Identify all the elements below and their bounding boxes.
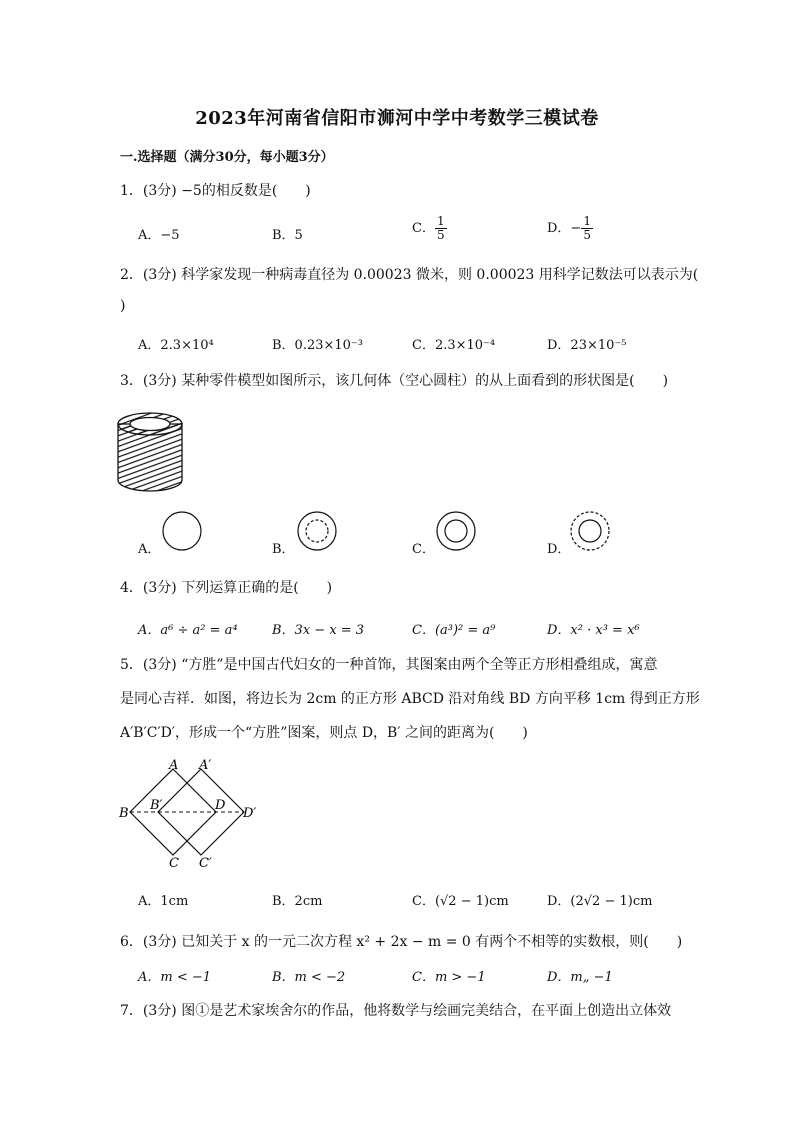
q3-option-c: C． xyxy=(412,542,435,557)
q6-option-c: C．m > −1 xyxy=(412,970,486,985)
q3-option-b-solid-outer-dashed-inner xyxy=(295,509,339,553)
label-c: C xyxy=(169,856,179,871)
q2-option-a: A．2.3×10⁴ xyxy=(138,338,214,353)
label-d: D xyxy=(215,798,226,813)
question-2-stem-cont: ) xyxy=(120,298,126,314)
q4-option-b: B．3x − x = 3 xyxy=(272,623,365,638)
question-2-stem: 2．(3分) 科学家发现一种病毒直径为 0.00023 微米，则 0.00023 用科学记数法可以表示为( xyxy=(120,267,699,283)
q6-option-b: B．m < −2 xyxy=(272,970,346,985)
label-a-prime: A′ xyxy=(199,758,212,773)
question-7-stem: 7．(3分) 图①是艺术家埃舍尔的作品，他将数学与绘画完美结合，在平面上创造出立体效 xyxy=(120,1003,672,1019)
page-title: 2023年河南省信阳市浉河中学中考数学三模试卷 xyxy=(195,108,599,129)
q3-option-b: B． xyxy=(272,542,295,557)
label-b-prime: B′ xyxy=(150,798,163,813)
question-6-stem: 6．(3分) 已知关于 x 的一元二次方程 x² + 2x − m = 0 有两个不相等的实数根，则( ) xyxy=(120,934,683,950)
q5-option-d: D．(2√2 − 1)cm xyxy=(547,894,653,909)
q3-option-d: D． xyxy=(547,542,571,557)
label-c-prime: C′ xyxy=(199,856,212,871)
q6-option-d: D．m„ −1 xyxy=(547,970,613,985)
fraction: $\frac{1}{5}$ xyxy=(583,214,591,242)
question-5-stem-cont2: A′B′C′D′，形成一个“方胜”图案，则点 D，B′ 之间的距离为( ) xyxy=(120,725,528,741)
q2-option-c: C．2.3×10⁻⁴ xyxy=(412,338,496,353)
q4-option-d: D．x² · x³ = x⁶ xyxy=(547,623,640,638)
q1-option-d: D．− $\frac{1}{5}$ xyxy=(547,214,591,242)
q3-option-a: A． xyxy=(138,542,161,557)
question-4-stem: 4．(3分) 下列运算正确的是( ) xyxy=(120,580,333,596)
q1-option-b: B．5 xyxy=(272,228,303,243)
question-5-stem: 5．(3分) “方胜”是中国古代妇女的一种首饰，其图案由两个全等正方形相叠组成，寓意 xyxy=(120,657,658,673)
q5-option-a: A．1cm xyxy=(138,894,189,909)
label-d-prime: D′ xyxy=(243,806,257,821)
q5-option-c: C．(√2 − 1)cm xyxy=(412,894,509,909)
hollow-cylinder-figure xyxy=(112,404,188,498)
section-heading: 一.选择题（满分30分，每小题3分） xyxy=(120,150,334,165)
question-1-stem: 1．(3分) −5的相反数是( ) xyxy=(120,183,311,199)
label-a: A xyxy=(169,758,179,773)
q3-option-a-single-circle xyxy=(160,509,204,553)
fangsheng-squares-figure xyxy=(115,754,275,872)
question-5-stem-cont: 是同心吉祥．如图，将边长为 2cm 的正方形 ABCD 沿对角线 BD 方向平移 1cm 得到正方形 xyxy=(120,691,700,707)
q4-option-c: C．(a³)² = a⁹ xyxy=(412,623,496,638)
q3-option-c-concentric-circles xyxy=(434,509,478,553)
label-b: B xyxy=(119,806,129,821)
q5-option-b: B．2cm xyxy=(272,894,323,909)
q2-option-d: D．23×10⁻⁵ xyxy=(547,338,627,353)
q1-option-c: C． $\frac{1}{5}$ xyxy=(412,214,445,242)
question-3-stem: 3．(3分) 某种零件模型如图所示，该几何体（空心圆柱）的从上面看到的形状图是( ) xyxy=(120,373,669,389)
q1-option-a: A．−5 xyxy=(138,228,180,243)
q3-option-d-dashed-outer-solid-inner xyxy=(568,509,612,553)
q6-option-a: A．m < −1 xyxy=(138,970,212,985)
q2-option-b: B．0.23×10⁻³ xyxy=(272,338,364,353)
fraction: $\frac{1}{5}$ xyxy=(436,214,445,242)
q4-option-a: A．a⁶ ÷ a² = a⁴ xyxy=(138,623,238,638)
